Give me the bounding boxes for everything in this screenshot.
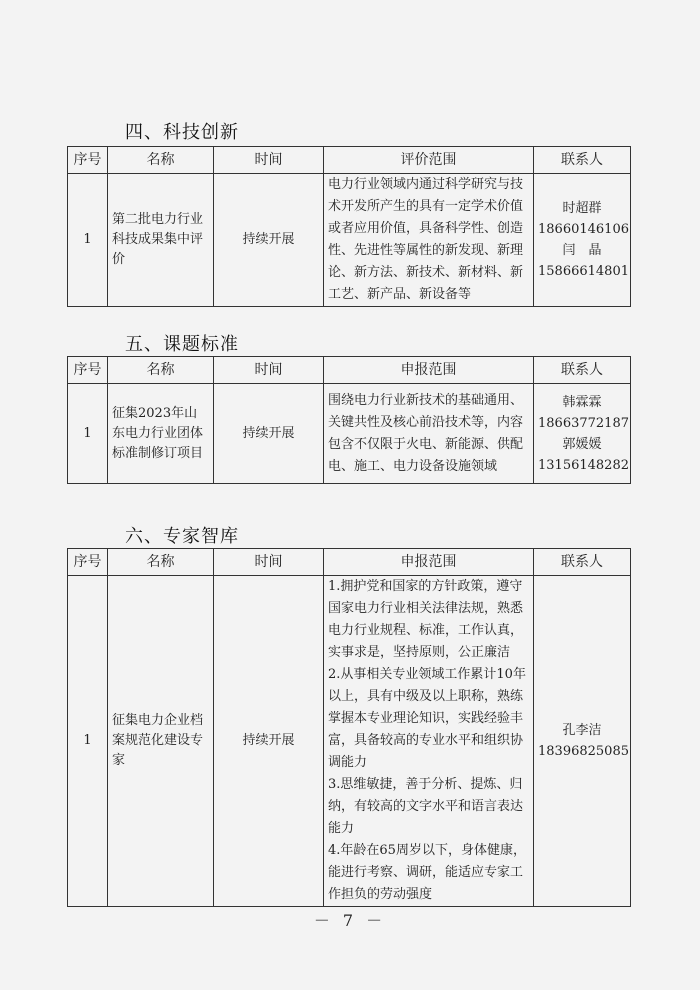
header-range: 申报范围 <box>324 549 534 576</box>
section-heading-research-standards: 五、课题标准 <box>125 334 239 355</box>
requirement-item: 1.拥护党和国家的方针政策，遵守国家电力行业相关法律法规，熟悉电力行业规程、标准，工作认真，实事求是，坚持原则，公正廉洁 <box>328 579 524 660</box>
contact-phone: 18660146106 <box>538 222 629 237</box>
row-index: 1 <box>68 576 108 907</box>
row-name: 征集电力企业档案规范化建设专家 <box>108 576 214 907</box>
header-name: 名称 <box>108 357 214 384</box>
header-index: 序号 <box>68 357 108 384</box>
row-name: 第二批电力行业科技成果集中评价 <box>108 174 214 307</box>
research-standards-table <box>67 356 631 484</box>
requirement-item: 2.从事相关专业领域工作累计10年以上，具有中级及以上职称，熟练掌握本专业理论知识，实践经验丰富，具备较高的专业水平和组织协调能力 <box>328 667 526 770</box>
table-header-row <box>68 549 631 576</box>
row-range: 电力行业领域内通过科学研究与技术开发所产生的具有一定学术价值或者应用价值，具备科学性、创造性、先进性等属性的新发现、新理论、新方法、新技术、新材料、新工艺、新产品、新设备等 <box>324 174 534 307</box>
row-contacts <box>534 174 631 307</box>
contact-name: 郭媛媛 <box>562 436 602 452</box>
contact-phone: 13156148282 <box>538 457 629 473</box>
expert-pool-table <box>67 548 631 907</box>
header-index: 序号 <box>68 147 108 174</box>
page-number: － 7 － <box>313 911 387 930</box>
contact-name: 闫 晶 <box>562 243 602 258</box>
header-contact: 联系人 <box>534 357 631 384</box>
row-time: 持续开展 <box>214 384 324 484</box>
table-header-row <box>68 357 631 384</box>
header-name: 名称 <box>108 147 214 174</box>
row-name: 征集2023年山东电力行业团体标准制修订项目 <box>108 384 214 484</box>
header-time: 时间 <box>214 549 324 576</box>
table-row <box>68 576 631 907</box>
row-range <box>324 576 534 907</box>
table-header-row <box>68 147 631 174</box>
row-index: 1 <box>68 384 108 484</box>
tech-innovation-table <box>67 146 631 307</box>
header-time: 时间 <box>214 147 324 174</box>
header-name: 名称 <box>108 549 214 576</box>
section-heading-expert-pool: 六、专家智库 <box>125 526 239 547</box>
table-row <box>68 174 631 307</box>
contact-name: 孔李洁 <box>562 723 602 738</box>
header-contact: 联系人 <box>534 549 631 576</box>
contact-name: 韩霖霖 <box>562 394 602 410</box>
row-time: 持续开展 <box>214 576 324 907</box>
header-range: 申报范围 <box>324 357 534 384</box>
section-heading-tech-innovation: 四、科技创新 <box>125 122 239 143</box>
contact-phone: 15866614801 <box>538 264 629 279</box>
row-range: 围绕电力行业新技术的基础通用、关键共性及核心前沿技术等，内容包含不仅限于火电、新能源、供配电、施工、电力设备设施领域 <box>324 384 534 484</box>
header-index: 序号 <box>68 549 108 576</box>
requirement-item: 4.年龄在65周岁以下，身体健康，能进行考察、调研，能适应专家工作担负的劳动强度 <box>328 843 526 902</box>
contact-phone: 18396825085 <box>538 744 629 759</box>
header-contact: 联系人 <box>534 147 631 174</box>
row-contacts <box>534 384 631 484</box>
table-row <box>68 384 631 484</box>
row-time: 持续开展 <box>214 174 324 307</box>
header-time: 时间 <box>214 357 324 384</box>
contact-name: 时超群 <box>562 201 602 216</box>
requirement-item: 3.思维敏捷，善于分析、提炼、归纳，有较高的文字水平和语言表达能力 <box>328 777 524 836</box>
row-contacts <box>534 576 631 907</box>
row-index: 1 <box>68 174 108 307</box>
header-range: 评价范围 <box>324 147 534 174</box>
contact-phone: 18663772187 <box>538 415 629 431</box>
